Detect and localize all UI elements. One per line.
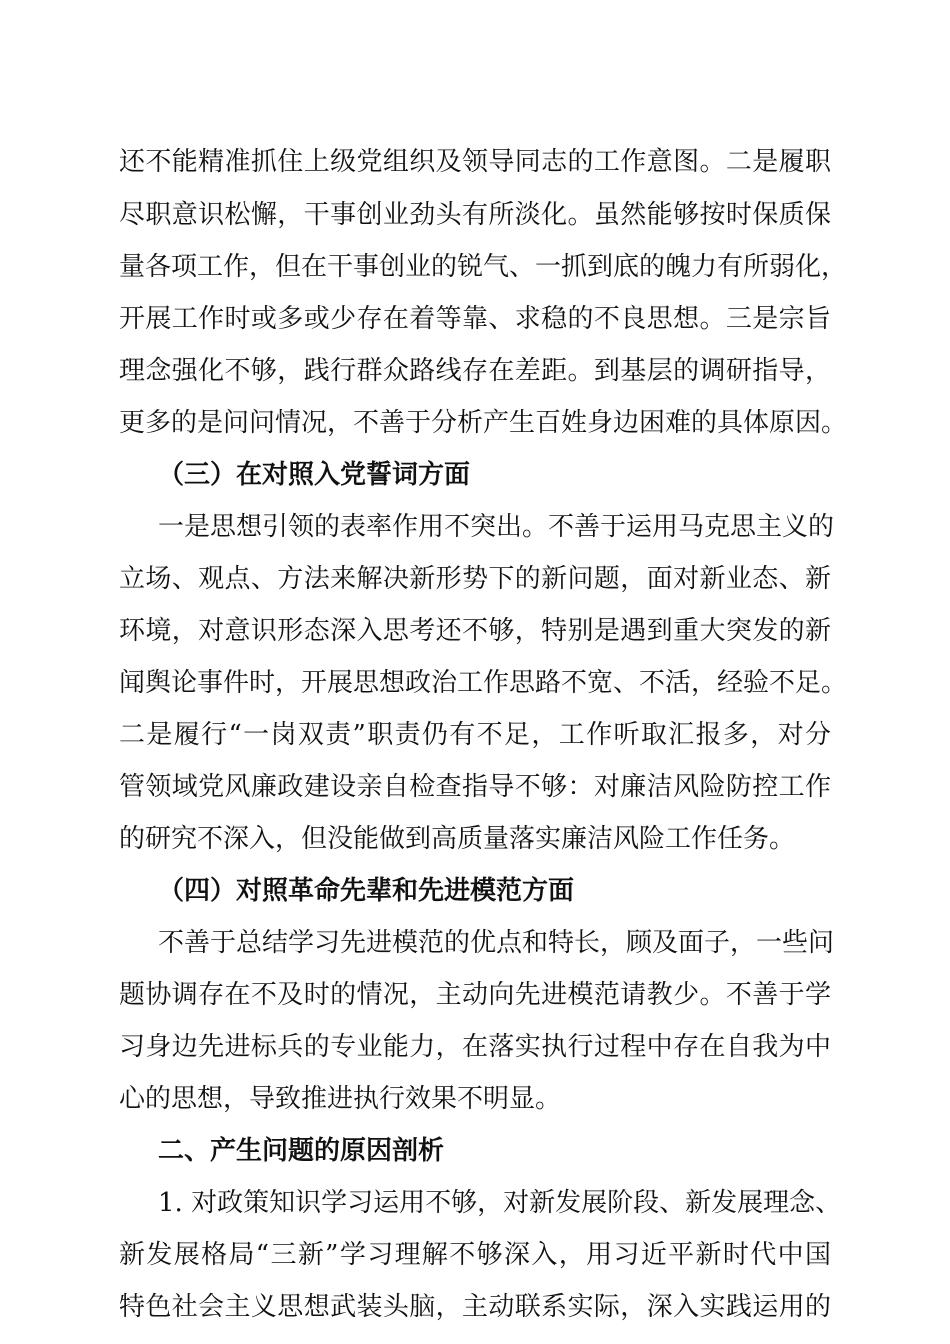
paragraph-line: 心的思想，导致推进执行效果不明显。 — [119, 1084, 562, 1114]
section-heading-3: （三）在对照入党誓词方面 — [158, 460, 471, 490]
paragraph-line: 题协调存在不及时的情况，主动向先进模范请教少。不善于学 — [119, 980, 831, 1010]
paragraph-line: 闻舆论事件时，开展思想政治工作思路不宽、不活，经验不足。 — [119, 668, 848, 698]
section-heading-2: 二、产生问题的原因剖析 — [158, 1136, 445, 1166]
paragraph-line: 立场、观点、方法来解决新形势下的新问题，面对新业态、新 — [119, 564, 831, 594]
paragraph-line: 的研究不深入，但没能做到高质量落实廉洁风险工作任务。 — [119, 824, 796, 854]
paragraph-line: 尽职意识松懈，干事创业劲头有所淡化。虽然能够按时保质保 — [119, 200, 831, 230]
paragraph-line: 管领域党风廉政建设亲自检查指导不够：对廉洁风险防控工作 — [119, 772, 831, 802]
paragraph-line: 1. 对政策知识学习运用不够，对新发展阶段、新发展理念、 — [158, 1188, 842, 1218]
paragraph-line: 一是思想引领的表率作用不突出。不善于运用马克思主义的 — [158, 512, 835, 542]
paragraph-line: 二是履行“一岗双责”职责仍有不足，工作听取汇报多，对分 — [119, 720, 831, 750]
paragraph-line: 环境，对意识形态深入思考还不够，特别是遇到重大突发的新 — [119, 616, 831, 646]
paragraph-line: 量各项工作，但在干事创业的锐气、一抓到底的魄力有所弱化， — [119, 252, 848, 282]
paragraph-line: 不善于总结学习先进模范的优点和特长，顾及面子，一些问 — [158, 928, 835, 958]
paragraph-line: 习身边先进标兵的专业能力，在落实执行过程中存在自我为中 — [119, 1032, 831, 1062]
paragraph-line: 新发展格局“三新”学习理解不够深入，用习近平新时代中国 — [119, 1240, 831, 1270]
paragraph-line: 开展工作时或多或少存在着等靠、求稳的不良思想。三是宗旨 — [119, 304, 831, 334]
paragraph-line: 理念强化不够，践行群众路线存在差距。到基层的调研指导， — [119, 356, 831, 386]
paragraph-line: 还不能精准抓住上级党组织及领导同志的工作意图。二是履职 — [119, 147, 831, 177]
section-heading-4: （四）对照革命先辈和先进模范方面 — [158, 876, 575, 906]
paragraph-line: 更多的是问问情况，不善于分析产生百姓身边困难的具体原因。 — [119, 408, 848, 438]
paragraph-line: 特色社会主义思想武装头脑，主动联系实际，深入实践运用的 — [119, 1292, 831, 1322]
